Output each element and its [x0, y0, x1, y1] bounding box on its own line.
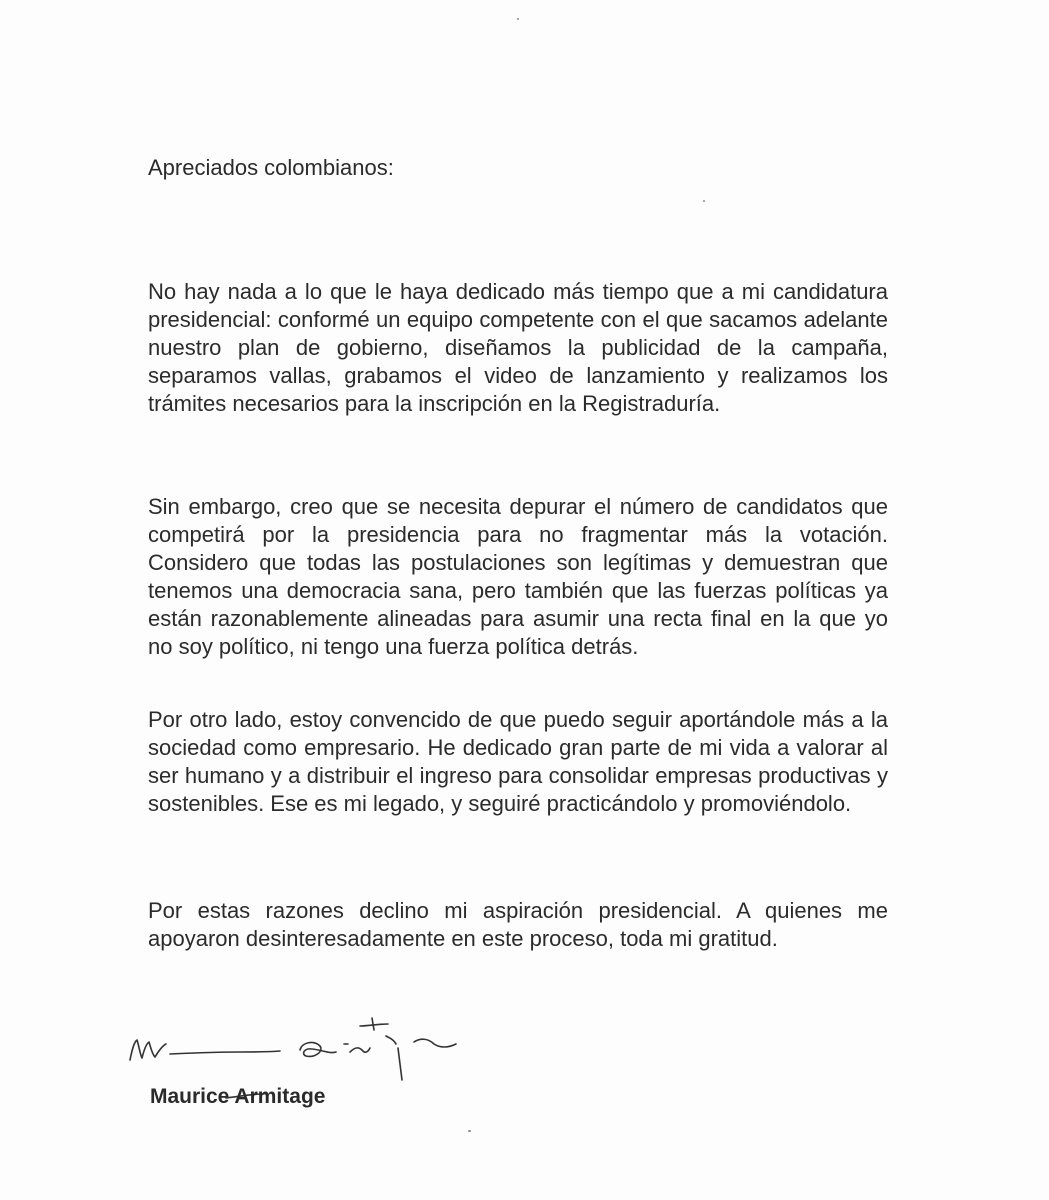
letter-paragraph-3: Por otro lado, estoy convencido de que puedo seguir aportándole más a la sociedad como empresario. He dedicado gran parte de mi vida a valorar al ser humano y a distribuir el ingreso para consolidar empresas productivas y sostenibles. Ese es mi legado, y seguiré practicándolo y promoviéndolo. — [148, 707, 888, 816]
paper-speck — [703, 200, 705, 202]
signer-name: Maurice Armitage — [150, 1085, 326, 1108]
letter-paragraph-4: Por estas razones declino mi aspiración presidencial. A quienes me apoyaron desinteresadamente en este proceso, toda mi gratitud. — [148, 898, 888, 951]
paper-speck — [468, 1130, 471, 1132]
letter-paragraph-1: No hay nada a lo que le haya dedicado más tiempo que a mi candidatura presidencial: conformé un equipo competente con el que sacamos adelante nuestro plan de gobierno, diseñamos la publicidad de la campaña, separamos vallas, grabamos el video de lanzamiento y realizamos los trámites necesarios para la inscripción en la Registraduría. — [148, 279, 888, 416]
letter-greeting: Apreciados colombianos: — [148, 155, 394, 180]
letter-paragraph-2: Sin embargo, creo que se necesita depurar el número de candidatos que competirá por la presidencia para no fragmentar más la votación. Considero que todas las postulaciones son legítimas y demuestran que tenemos una democracia sana, pero también que las fuerzas políticas ya están razonablemente alineadas para asumir una recta final en la que yo no soy político, ni tengo una fuerza política detrás. — [148, 494, 888, 659]
paper-speck — [517, 18, 519, 20]
